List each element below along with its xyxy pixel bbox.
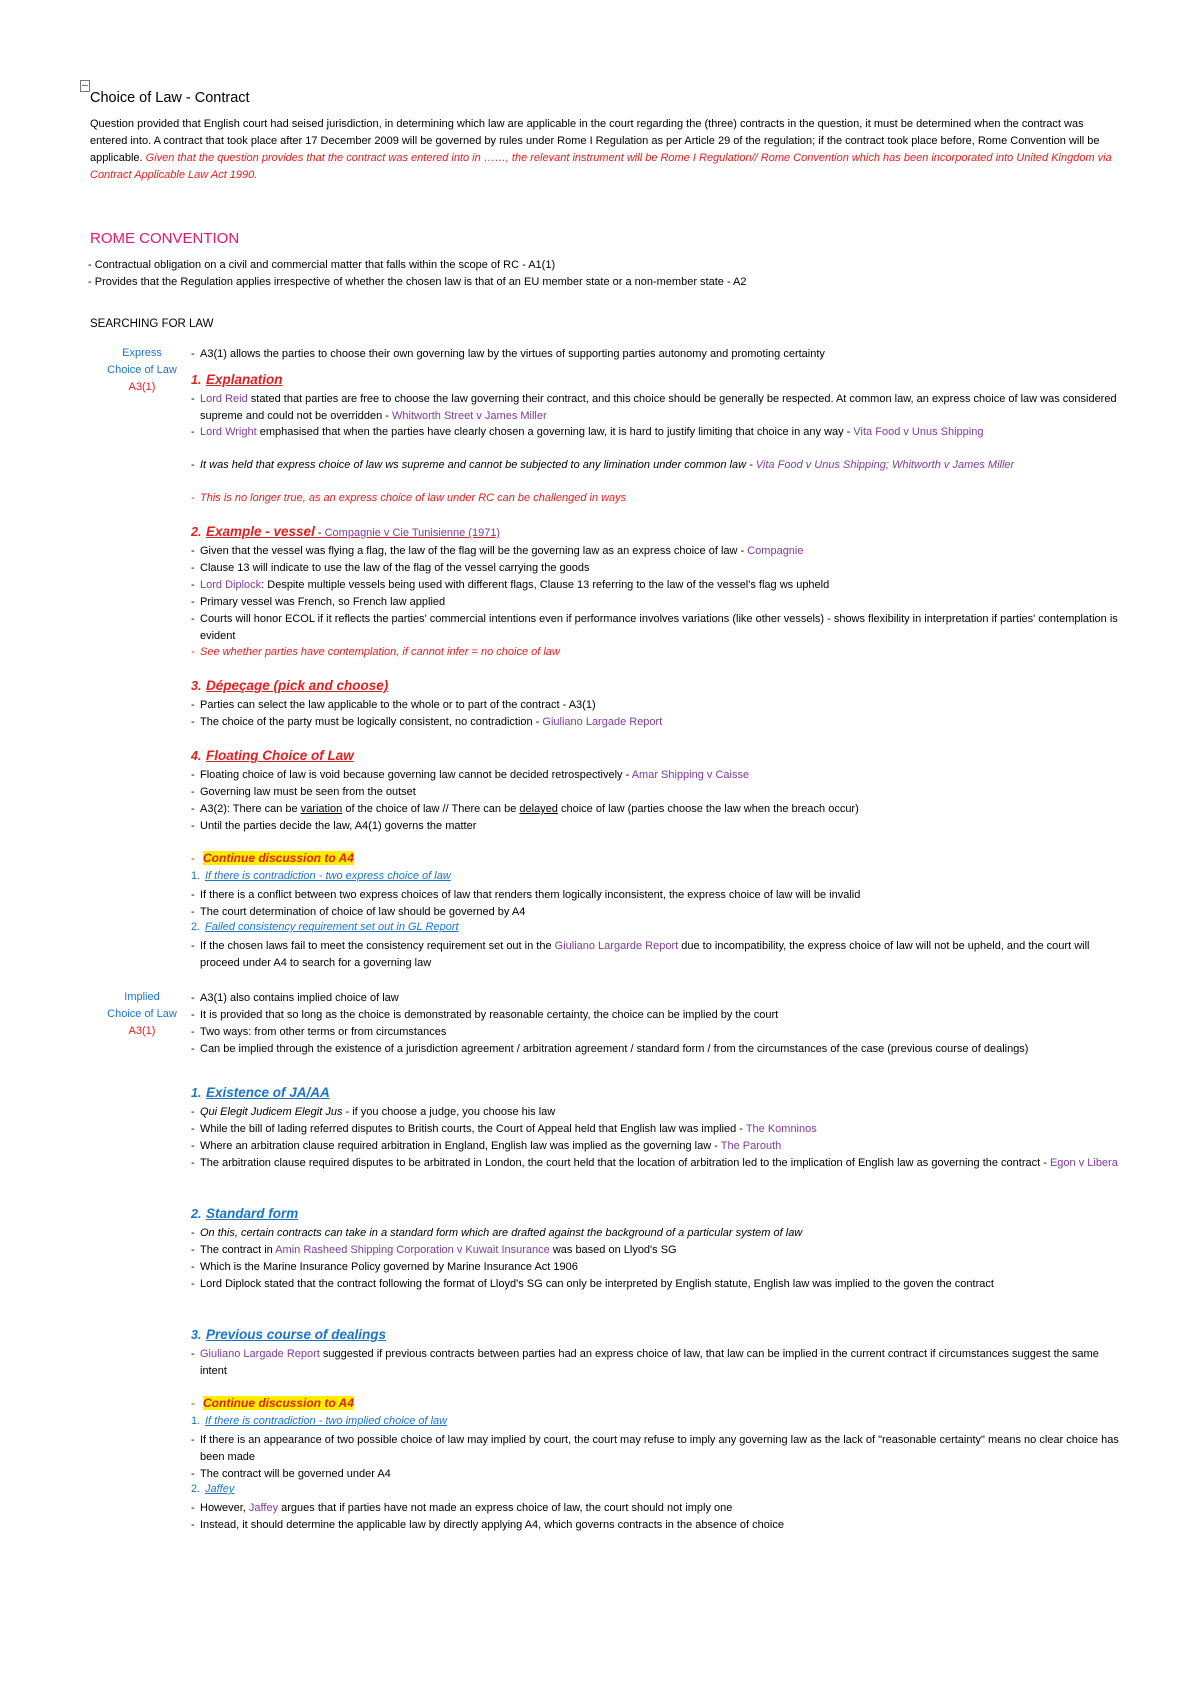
ja-bullet-4: - The arbitration clause required disputes to be arbitrated in London, the court held that the location of arbitration led to the implication of English law as governing the contract - Egon v Libera bbox=[191, 1155, 1119, 1172]
express-contradiction-bullet-2: - The court determination of choice of law should be governed by A4 bbox=[191, 904, 1119, 921]
implied-bullet-4: - Can be implied through the existence of a jurisdiction agreement / arbitration agreement / standard form / from the circumstances of the case (previous course of dealings) bbox=[191, 1041, 1119, 1058]
implied-contradiction-heading: 1. If there is contradiction - two implied choice of law bbox=[191, 1415, 448, 1427]
express-failed-consistency-heading: 2. Failed consistency requirement set out in GL Report bbox=[191, 921, 459, 933]
standard-bullet-1: - On this, certain contracts can take in a standard form which are drafted against the background of a particular system of law bbox=[191, 1225, 1119, 1242]
ja-bullet-2: - While the bill of lading referred disputes to British courts, the Court of Appeal held that English law was implied - The Komninos bbox=[191, 1121, 1119, 1138]
implied-contradiction-bullet-1: - If there is an appearance of two possible choice of law may implied by court, the court may refuse to imply any governing law as the lack of "reasonable certainty" means no clear choice has been made bbox=[191, 1432, 1119, 1465]
vessel-bullet-2: - Clause 13 will indicate to use the law of the flag of the vessel carrying the goods bbox=[191, 560, 1119, 577]
express-intro: - A3(1) allows the parties to choose their own governing law by the virtues of supporting parties autonomy and promoting certainty bbox=[191, 346, 1119, 363]
depecage-bullet-1: - Parties can select the law applicable to the whole or to part of the contract - A3(1) bbox=[191, 697, 1119, 714]
explanation-bullet-3: - It was held that express choice of law ws supreme and cannot be subjected to any limination under common law - Vita Food v Unus Shipping; Whitworth v James Miller bbox=[191, 457, 1119, 474]
vessel-bullet-3: - Lord Diplock: Despite multiple vessels being used with different flags, Clause 13 referring to the law of the vessel's flag ws upheld bbox=[191, 577, 1119, 594]
vessel-heading: 2. Example - vessel - Compagnie v Cie Tunisienne (1971) bbox=[191, 524, 501, 539]
implied-bullet-3: - Two ways: from other terms or from circumstances bbox=[191, 1024, 1119, 1041]
implied-continue-a4: - Continue discussion to A4 bbox=[191, 1396, 354, 1410]
intro-red-note: Given that the question provides that the contract was entered into in ……, the relevant instrument will be Rome I Regulation// Rome Convention which has been incorporated into United Kingdom via Contract Applicable Law Act 1990. bbox=[90, 152, 1112, 181]
implied-side-label: Implied Choice of Law A3(1) bbox=[107, 991, 177, 1037]
jaffey-heading: 2. Jaffey bbox=[191, 1483, 235, 1495]
ja-aa-heading: 1. Existence of JA/AA bbox=[191, 1085, 330, 1100]
floating-bullet-4: - Until the parties decide the law, A4(1) governs the matter bbox=[191, 818, 1119, 835]
standard-bullet-2: - The contract in Amin Rasheed Shipping Corporation v Kuwait Insurance was based on Llyod's SG bbox=[191, 1242, 1119, 1259]
explanation-bullet-2: - Lord Wright emphasised that when the parties have clearly chosen a governing law, it is hard to justify limiting that choice in any way - Vita Food v Unus Shipping bbox=[191, 424, 1119, 441]
implied-contradiction-bullet-2: - The contract will be governed under A4 bbox=[191, 1466, 1119, 1483]
rome-convention-heading: ROME CONVENTION bbox=[90, 230, 240, 247]
jaffey-bullet-1: - However, Jaffey argues that if parties have not made an express choice of law, the court should not imply one bbox=[191, 1500, 1119, 1517]
standard-bullet-3: - Which is the Marine Insurance Policy governed by Marine Insurance Act 1906 bbox=[191, 1259, 1119, 1276]
ja-bullet-3: - Where an arbitration clause required arbitration in England, English law was implied as the governing law - The Parouth bbox=[191, 1138, 1119, 1155]
previous-bullet-1: - Giuliano Largade Report suggested if previous contracts between parties had an express choice of law, that law can be implied in the current contract if circumstances suggest the same intent bbox=[191, 1346, 1119, 1379]
depecage-heading: 3. Dépeçage (pick and choose) bbox=[191, 678, 389, 693]
floating-heading: 4. Floating Choice of Law bbox=[191, 748, 354, 763]
vessel-bullet-4: - Primary vessel was French, so French law applied bbox=[191, 594, 1119, 611]
ja-bullet-1: - Qui Elegit Judicem Elegit Jus - if you choose a judge, you choose his law bbox=[191, 1104, 1119, 1121]
intro-paragraph bbox=[90, 116, 1120, 184]
implied-bullet-2: - It is provided that so long as the choice is demonstrated by reasonable certainty, the choice can be implied by the court bbox=[191, 1007, 1119, 1024]
express-continue-a4: - Continue discussion to A4 bbox=[191, 851, 354, 865]
express-contradiction-heading: 1. If there is contradiction - two express choice of law bbox=[191, 870, 451, 882]
floating-bullet-1: - Floating choice of law is void because governing law cannot be decided retrospectively - Amar Shipping v Caisse bbox=[191, 767, 1119, 784]
express-side-label: Express Choice of Law A3(1) bbox=[107, 347, 177, 393]
explanation-bullet-4: - This is no longer true, as an express choice of law under RC can be challenged in ways bbox=[191, 490, 1119, 507]
intro-text: Question provided that English court had seised jurisdiction, in determining which law are applicable in the court regarding the (three) contracts in the question, it must be determined when the contract was entered into. A contract that took place after 17 December 2009 will be governed by rules under Rome I Regulation as per Article 29 of the regulation; if the contract took place before, Rome Convention will be applicable. bbox=[90, 118, 1100, 164]
standard-form-heading: 2. Standard form bbox=[191, 1206, 299, 1221]
rome-point-1: - Contractual obligation on a civil and commercial matter that falls within the scope of RC - A1(1) bbox=[88, 259, 556, 271]
vessel-bullet-1: - Given that the vessel was flying a flag, the law of the flag will be the governing law as an express choice of law - Compagnie bbox=[191, 543, 1119, 560]
express-contradiction-bullet-1: - If there is a conflict between two express choices of law that renders them logically inconsistent, the express choice of law will be invalid bbox=[191, 887, 1119, 904]
collapse-icon[interactable] bbox=[80, 80, 90, 92]
jaffey-bullet-2: - Instead, it should determine the applicable law by directly applying A4, which governs contracts in the absence of choice bbox=[191, 1517, 1119, 1534]
searching-for-law-heading: SEARCHING FOR LAW bbox=[90, 318, 214, 330]
floating-bullet-3: - A3(2): There can be variation of the choice of law // There can be delayed choice of law (parties choose the law when the breach occur) bbox=[191, 801, 1119, 818]
depecage-bullet-2: - The choice of the party must be logically consistent, no contradiction - Giuliano Largade Report bbox=[191, 714, 1119, 731]
rome-point-2: - Provides that the Regulation applies irrespective of whether the chosen law is that of an EU member state or a non-member state - A2 bbox=[88, 276, 747, 288]
explanation-heading: 1. Explanation bbox=[191, 372, 283, 387]
explanation-bullet-1: - Lord Reid stated that parties are free to choose the law governing their contract, and this choice should be generally be respected. At common law, an express choice of law was considered supreme and could not be overridden - Whitworth Street v James Miller bbox=[191, 391, 1119, 424]
floating-bullet-2: - Governing law must be seen from the outset bbox=[191, 784, 1119, 801]
vessel-bullet-5: - Courts will honor ECOL if it reflects the parties' commercial intentions even if performance involves variations (like other vessels) - shows flexibility in interpretation if parties' contemplation is evident bbox=[191, 611, 1119, 644]
vessel-bullet-6: - See whether parties have contemplation, if cannot infer = no choice of law bbox=[191, 644, 1119, 661]
page-title: Choice of Law - Contract bbox=[90, 90, 250, 106]
implied-bullet-1: - A3(1) also contains implied choice of law bbox=[191, 990, 1119, 1007]
previous-dealings-heading: 3. Previous course of dealings bbox=[191, 1327, 387, 1342]
standard-bullet-4: - Lord Diplock stated that the contract following the format of Lloyd's SG can only be interpreted by English statute, English law was implied to the goven the contract bbox=[191, 1276, 1119, 1293]
express-failed-consistency-bullet: - If the chosen laws fail to meet the consistency requirement set out in the Giuliano Largarde Report due to incompatibility, the express choice of law will not be upheld, and the court will proceed under A4 to search for a governing law bbox=[191, 938, 1119, 971]
